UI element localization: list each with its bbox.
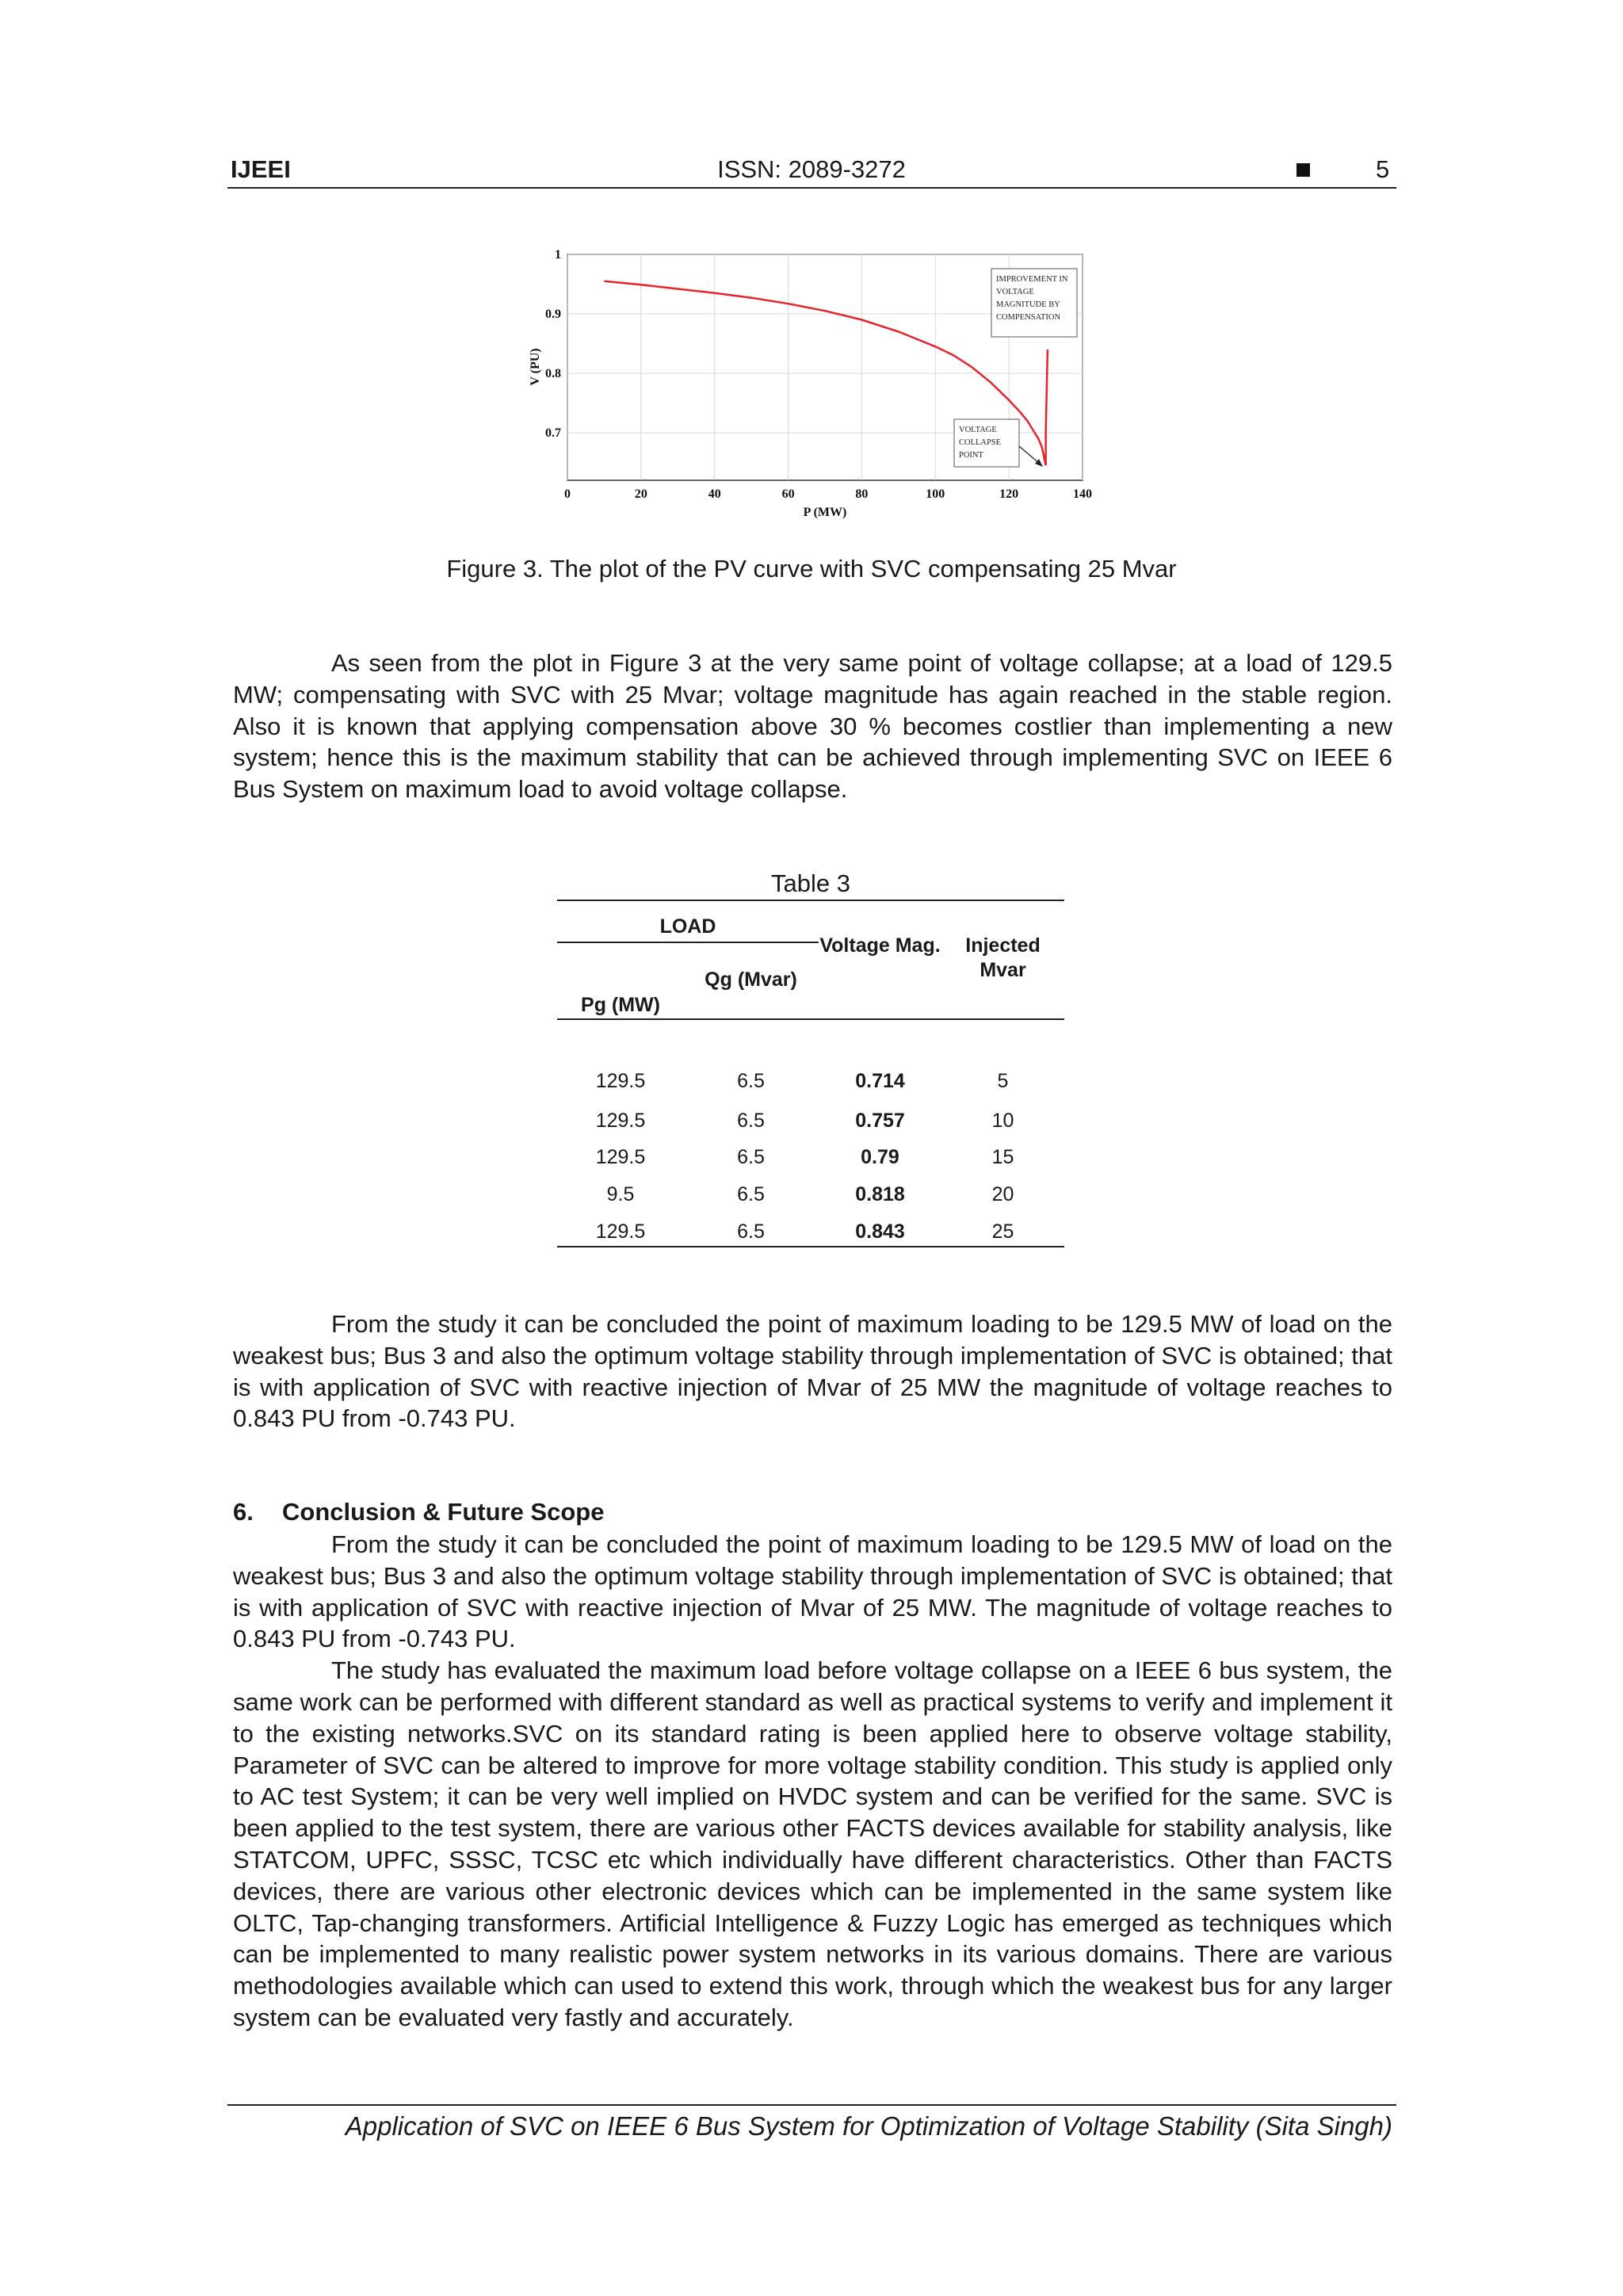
x-tick-label: 140 — [1073, 487, 1092, 501]
paragraph-text: From the study it can be concluded the point of maximum loading to be 129.5 MW of load on the weakest bus; Bus 3 and also the optimum voltage stability through implementation of SVC is obtained; that is with application of SVC with reactive injection of Mvar of 25 MW. The magnitude of voltage reaches to 0.843 PU from -0.743 PU. — [233, 1530, 1392, 1653]
table-cell: 20 — [991, 1183, 1014, 1205]
table-top-rule — [557, 900, 1064, 901]
header-rule — [227, 187, 1396, 189]
annotation-line: VOLTAGE — [959, 426, 997, 434]
y-tick-label: 0.9 — [545, 308, 561, 321]
table-cell: 129.5 — [595, 1146, 646, 1168]
x-tick-label: 0 — [564, 487, 571, 501]
table-cell: 0.79 — [861, 1146, 899, 1168]
table-header-load: LOAD — [659, 915, 716, 938]
paragraph — [233, 1529, 1392, 2034]
paragraph-text: As seen from the plot in Figure 3 at the very same point of voltage collapse; at a load of 129.5 MW; compensating with SVC with 25 Mvar; voltage magnitude has again reached in the stable region. Also it is known that applying compensation above 30 % becomes costlier than implementing a new system; hence this is the maximum stability that can be achieved through implementing SVC on IEEE 6 Bus System on maximum load to avoid voltage collapse. — [233, 649, 1392, 804]
footer-rule — [227, 2104, 1396, 2106]
paragraph-text: The study has evaluated the maximum load before voltage collapse on a IEEE 6 bus system, the same work can be performed with different standard as well as practical systems to verify and implement it to the existing networks.SVC on its standard rating is been applied here to observe voltage stability, Parameter of SVC can be altered to improve for more voltage stability condition. This study is applied only to AC test System; it can be very well implied on HVDC system and can be verified for the same. SVC is been applied to the test system, there are various other FACTS devices available for stability analysis, like STATCOM, UPFC, SSSC, TCSC etc which individually have different characteristics. Other than FACTS devices, there are various other electronic devices which can be implemented in the same system like OLTC, Tap-changing transformers. Artificial Intelligence & Fuzzy Logic has emerged as techniques which can be implemented to many realistic power system networks in its various domains. There are various methodologies available which can used to extend this work, through which the weakest bus for any larger system can be evaluated very fastly and accurately. — [233, 1656, 1392, 2031]
section-heading — [233, 1498, 604, 1526]
page-number: 5 — [1376, 155, 1390, 183]
x-tick-label: 40 — [708, 487, 721, 501]
table-load-rule — [557, 942, 819, 943]
table-cell: 0.714 — [855, 1070, 905, 1092]
table-cell: 129.5 — [595, 1110, 646, 1132]
table-cell: 6.5 — [737, 1221, 765, 1243]
paragraph — [233, 648, 1392, 805]
paragraph — [233, 1308, 1392, 1435]
table-cell: 0.843 — [855, 1221, 905, 1243]
table-cell: 6.5 — [737, 1110, 765, 1132]
annotation-line: COLLAPSE — [959, 438, 1002, 447]
table-cell: 25 — [991, 1221, 1014, 1243]
figure-caption: Figure 3. The plot of the PV curve with SVC compensating 25 Mvar — [446, 555, 1177, 583]
table-cell: 6.5 — [737, 1183, 765, 1205]
annotation-line: IMPROVEMENT IN — [996, 275, 1068, 284]
y-tick-label: 1 — [555, 248, 561, 262]
table-header-voltage: Voltage Mag. — [819, 934, 941, 957]
table-cell: 10 — [991, 1110, 1014, 1132]
paragraph-text: From the study it can be concluded the point of maximum loading to be 129.5 MW of load on the weakest bus; Bus 3 and also the optimum voltage stability through implementation of SVC is obtained; that is with application of SVC with reactive injection of Mvar of 25 MW the magnitude of voltage reaches to 0.843 PU from -0.743 PU. — [233, 1310, 1392, 1433]
y-tick-label: 0.8 — [545, 367, 561, 380]
annotation-line: MAGNITUDE BY — [996, 300, 1060, 309]
x-tick-label: 20 — [634, 487, 647, 501]
table-header-pg: Pg (MW) — [581, 994, 660, 1016]
table-bottom-rule — [557, 1246, 1064, 1247]
table-cell: 129.5 — [595, 1070, 646, 1092]
annotation-line: POINT — [959, 451, 983, 460]
y-axis-label: V (PU) — [529, 348, 542, 386]
table-header-rule — [557, 1018, 1064, 1020]
journal-name: IJEEI — [231, 155, 291, 183]
y-tick-label: 0.7 — [545, 426, 561, 440]
table-header-injected: Injected Mvar — [965, 934, 1041, 981]
section-title: Conclusion & Future Scope — [282, 1498, 605, 1526]
table-cell: 0.818 — [855, 1183, 905, 1205]
running-footer: Application of SVC on IEEE 6 Bus System for Optimization of Voltage Stability (Sita Singh) — [345, 2111, 1392, 2141]
x-tick-label: 80 — [855, 487, 869, 501]
x-tick-label: 100 — [926, 487, 945, 501]
table-header-qg: Qg (Mvar) — [705, 968, 797, 991]
table-cell: 15 — [991, 1146, 1014, 1168]
table-cell: 6.5 — [737, 1146, 765, 1168]
x-tick-label: 120 — [999, 487, 1019, 501]
pv-curve-chart — [523, 242, 1102, 535]
x-tick-label: 60 — [781, 487, 795, 501]
section-number: 6. — [233, 1498, 254, 1526]
table-title: Table 3 — [771, 869, 850, 897]
annotation-line: VOLTAGE — [996, 288, 1034, 296]
table-cell: 9.5 — [606, 1183, 635, 1205]
table-cell: 5 — [997, 1070, 1009, 1092]
table-cell: 6.5 — [737, 1070, 765, 1092]
improvement-annotation — [991, 269, 1077, 337]
table-cell: 0.757 — [855, 1110, 905, 1132]
annotation-line: COMPENSATION — [996, 313, 1061, 322]
table-cell: 129.5 — [595, 1221, 646, 1243]
issn: ISSN: 2089-3272 — [717, 155, 906, 183]
header-square-icon — [1296, 163, 1310, 177]
x-axis-label: P (MW) — [803, 506, 847, 519]
